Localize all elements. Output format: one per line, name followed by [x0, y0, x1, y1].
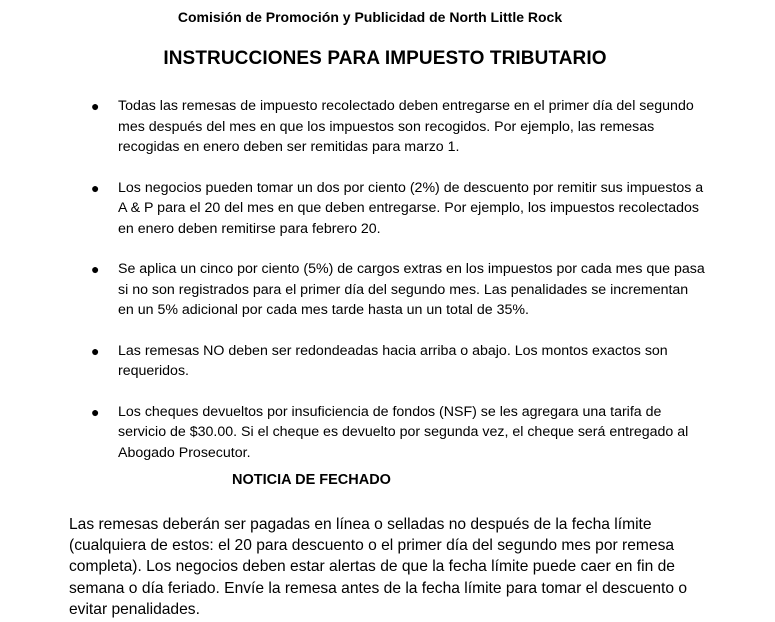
instruction-text: Todas las remesas de impuesto recolectado deben entregarse en el primer día del segundo mes después del mes en que los impuestos son recogidos. Por ejemplo, las remesas recogidas en enero deben ser remitidas para marzo 1. [118, 98, 694, 155]
instruction-item [0, 341, 775, 382]
instruction-item [0, 178, 775, 240]
notice-heading: NOTICIA DE FECHADO [232, 472, 391, 488]
bullet-icon: ● [91, 179, 100, 196]
instructions-list [0, 96, 775, 483]
instruction-item [0, 96, 775, 158]
instruction-text: Los cheques devueltos por insuficiencia de fondos (NSF) se les agregara una tarifa de servicio de $30.00. Si el cheque es devuelto por segunda vez, el cheque será entregado al Abogado Prosecutor. [118, 403, 689, 461]
instruction-text: Se aplica un cinco por ciento (5%) de cargos extras en los impuestos por cada mes que pasa si no son registrados para el primer día del segundo mes. Las penalidades se incrementan en un 5% adicional por cada mes tarde hasta un un total de 35%. [118, 261, 705, 318]
instruction-item [0, 402, 775, 464]
instruction-text: Los negocios pueden tomar un dos por ciento (2%) de descuento por remitir sus impuestos a A & P para el 20 del mes en que deben entregarse. Por ejemplo, los impuestos recolectados en enero deben remitirse para febrero 20. [118, 179, 704, 237]
notice-body: Las remesas deberán ser pagadas en línea o selladas no después de la fecha límite (cualquiera de estos: el 20 para descuento o el primer día del segundo mes por remesa completa). Los negocios deben estar alertas de que la fecha límite puede caer en fin de semana o día feriado. Envíe la remesa antes de la fecha límite para tomar el descuento o evitar penalidades. [69, 516, 688, 618]
bullet-icon: ● [91, 261, 100, 277]
instruction-item [0, 259, 775, 321]
bullet-icon: ● [91, 342, 100, 359]
bullet-icon: ● [91, 98, 100, 114]
bullet-icon: ● [91, 403, 100, 420]
document-title: INSTRUCCIONES PARA IMPUESTO TRIBUTARIO [163, 48, 607, 69]
organization-name: Comisión de Promoción y Publicidad de North Little Rock [177, 9, 563, 25]
instruction-text: Las remesas NO deben ser redondeadas hacia arriba o abajo. Los montos exactos son requeridos. [118, 342, 668, 379]
